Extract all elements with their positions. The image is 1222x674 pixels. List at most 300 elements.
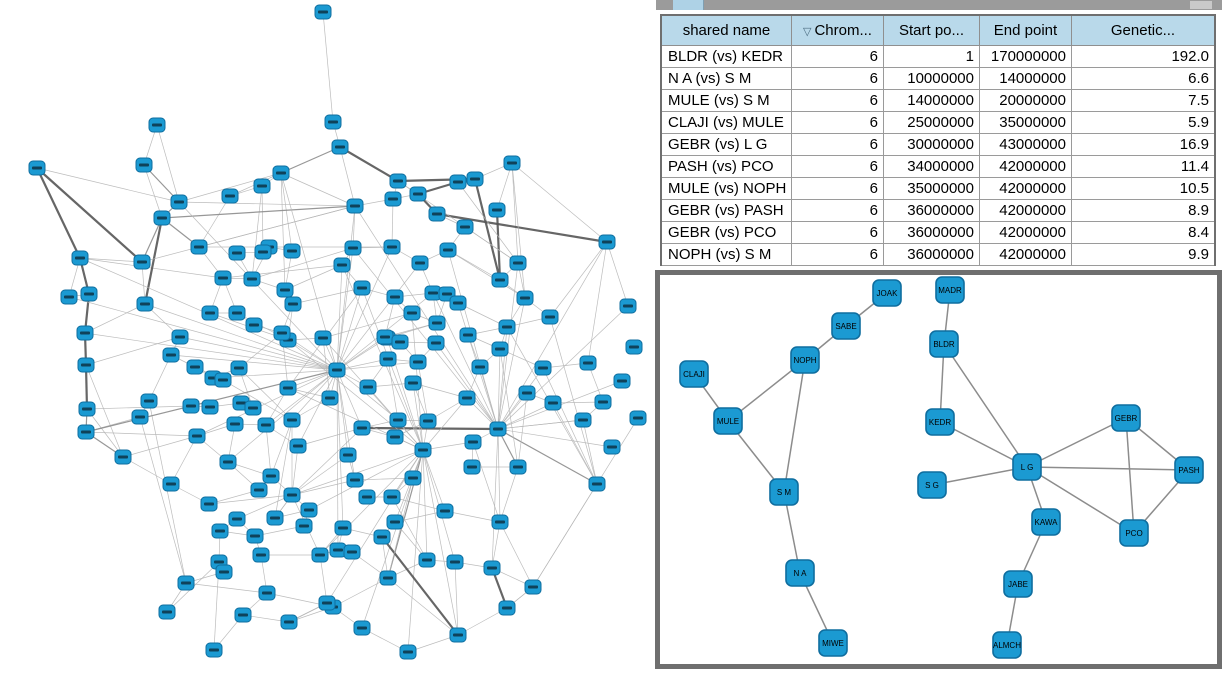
overview-network-node[interactable] — [281, 615, 297, 629]
table-cell-value[interactable]: 42000000 — [980, 222, 1072, 244]
overview-edge — [37, 168, 80, 258]
overview-network-node[interactable] — [465, 435, 481, 449]
table-cell-value[interactable]: 36000000 — [884, 244, 980, 266]
overview-network-node[interactable] — [347, 473, 363, 487]
overview-network-node[interactable] — [61, 290, 77, 304]
overview-network-node[interactable] — [332, 140, 348, 154]
node-label-glyph — [493, 428, 503, 431]
table-cell-value[interactable]: 6 — [792, 178, 884, 200]
overview-network-node[interactable] — [334, 258, 350, 272]
node-label-glyph — [335, 146, 345, 149]
node-label-glyph — [507, 162, 517, 165]
node-label-glyph — [432, 322, 442, 325]
overview-network-node[interactable] — [630, 411, 646, 425]
overview-network-node[interactable] — [201, 497, 217, 511]
overview-network-node[interactable] — [222, 189, 238, 203]
node-label-glyph — [234, 367, 244, 370]
overview-network-node[interactable] — [467, 172, 483, 186]
table-cell-value[interactable]: 42000000 — [980, 156, 1072, 178]
overview-edge — [418, 362, 428, 421]
overview-edge — [85, 304, 145, 333]
column-header-startpo[interactable] — [884, 16, 980, 46]
overview-network-node[interactable] — [345, 241, 361, 255]
overview-network-node[interactable] — [437, 504, 453, 518]
overview-network-node[interactable] — [535, 361, 551, 375]
overview-edge — [550, 242, 607, 317]
overview-network-node[interactable] — [78, 425, 94, 439]
node-label-glyph — [232, 312, 242, 315]
table-cell-value[interactable]: 11.4 — [1072, 156, 1214, 178]
overview-network-node[interactable] — [137, 297, 153, 311]
overview-network-node[interactable] — [267, 511, 283, 525]
node-label-glyph — [492, 209, 502, 212]
overview-network-node[interactable] — [499, 320, 515, 334]
table-cell-value[interactable]: 6 — [792, 68, 884, 90]
table-cell-value[interactable]: 6 — [792, 200, 884, 222]
overview-network-node[interactable] — [141, 394, 157, 408]
overview-network-node[interactable] — [359, 490, 375, 504]
overview-network-node[interactable] — [81, 287, 97, 301]
node-label-glyph — [387, 496, 397, 499]
overview-network-node[interactable] — [79, 402, 95, 416]
table-cell-value[interactable]: 25000000 — [884, 112, 980, 134]
table-cell-value[interactable]: 16.9 — [1072, 134, 1214, 156]
node-label-glyph — [440, 510, 450, 513]
detail-node-label: JOAK — [876, 289, 898, 298]
node-label-glyph — [453, 302, 463, 305]
overview-edge — [266, 425, 271, 476]
node-label-glyph — [468, 441, 478, 444]
overview-network-node[interactable] — [377, 330, 393, 344]
detail-network-node-sm[interactable] — [770, 479, 798, 505]
table-header-row — [662, 16, 1214, 46]
overview-edge — [423, 450, 445, 511]
node-label-glyph — [362, 496, 372, 499]
table-cell-value[interactable]: 7.5 — [1072, 90, 1214, 112]
node-label-glyph — [280, 289, 290, 292]
column-header-label: Start po... — [898, 22, 965, 39]
overview-edge — [388, 450, 423, 578]
overview-network-node[interactable] — [489, 203, 505, 217]
overview-network-node[interactable] — [428, 336, 444, 350]
overview-network-node[interactable] — [575, 413, 591, 427]
overview-network-node[interactable] — [472, 360, 488, 374]
node-label-glyph — [277, 332, 287, 335]
column-header-genetic[interactable] — [1072, 16, 1214, 46]
node-label-glyph — [502, 607, 512, 610]
overview-network-node[interactable] — [404, 306, 420, 320]
overview-network-node[interactable] — [254, 179, 270, 193]
table-cell-value[interactable]: 5.9 — [1072, 112, 1214, 134]
overview-network-node[interactable] — [354, 621, 370, 635]
overview-network-node[interactable] — [589, 477, 605, 491]
overview-network-node[interactable] — [360, 380, 376, 394]
overview-network-node[interactable] — [284, 413, 300, 427]
detail-network-node-lg[interactable] — [1013, 454, 1041, 480]
overview-network-node[interactable] — [354, 281, 370, 295]
detail-node-label: KAWA — [1034, 518, 1058, 527]
node-label-glyph — [247, 278, 257, 281]
node-label-glyph — [186, 405, 196, 408]
edge-attribute-table — [660, 14, 1216, 266]
toolbar-button-fragment[interactable] — [1190, 1, 1212, 9]
table-cell-shared-name[interactable]: GEBR (vs) PCO — [662, 222, 792, 244]
overview-network-node[interactable] — [542, 310, 558, 324]
overview-network-node[interactable] — [415, 443, 431, 457]
overview-network-node[interactable] — [325, 115, 341, 129]
node-label-glyph — [194, 246, 204, 249]
table-cell-shared-name[interactable]: NOPH (vs) S M — [662, 244, 792, 266]
table-panel-toolbar — [656, 0, 1222, 10]
detail-network-node-sabe[interactable] — [832, 313, 860, 339]
overview-network-node[interactable] — [390, 174, 406, 188]
node-label-glyph — [442, 293, 452, 296]
overview-network-node[interactable] — [499, 601, 515, 615]
node-label-glyph — [205, 312, 215, 315]
table-cell-shared-name[interactable]: N A (vs) S M — [662, 68, 792, 90]
overview-network-node[interactable] — [235, 608, 251, 622]
table-cell-shared-name[interactable]: MULE (vs) NOPH — [662, 178, 792, 200]
table-cell-value[interactable]: 6 — [792, 90, 884, 112]
overview-network-node[interactable] — [429, 316, 445, 330]
column-header-chrom[interactable] — [792, 16, 884, 46]
table-cell-shared-name[interactable]: MULE (vs) S M — [662, 90, 792, 112]
overview-network-node[interactable] — [510, 460, 526, 474]
node-label-glyph — [408, 477, 418, 480]
overview-network-node[interactable] — [410, 187, 426, 201]
overview-network-node[interactable] — [215, 271, 231, 285]
overview-network-node[interactable] — [229, 512, 245, 526]
node-label-glyph — [204, 503, 214, 506]
overview-network-node[interactable] — [492, 515, 508, 529]
overview-network-node[interactable] — [134, 255, 150, 269]
detail-network-node-claji[interactable] — [680, 361, 708, 387]
overview-network-node[interactable] — [312, 548, 328, 562]
overview-network-node[interactable] — [387, 290, 403, 304]
overview-network-node[interactable] — [347, 199, 363, 213]
table-cell-value[interactable]: 1 — [884, 46, 980, 68]
detail-network-node-joak[interactable] — [873, 280, 901, 306]
node-label-glyph — [470, 178, 480, 181]
node-label-glyph — [623, 305, 633, 308]
overview-network-node[interactable] — [191, 240, 207, 254]
detail-network-node-pash[interactable] — [1175, 457, 1203, 483]
table-cell-value[interactable]: 8.9 — [1072, 200, 1214, 222]
overview-network-node[interactable] — [626, 340, 642, 354]
table-cell-value[interactable]: 6.6 — [1072, 68, 1214, 90]
overview-edge — [37, 168, 179, 202]
overview-network-node[interactable] — [392, 335, 408, 349]
table-cell-value[interactable]: 170000000 — [980, 46, 1072, 68]
table-cell-shared-name[interactable]: CLAJI (vs) MULE — [662, 112, 792, 134]
overview-network-node[interactable] — [216, 565, 232, 579]
overview-network-node[interactable] — [490, 422, 506, 436]
overview-network-node[interactable] — [202, 400, 218, 414]
overview-network-node[interactable] — [29, 161, 45, 175]
overview-network-node[interactable] — [296, 519, 312, 533]
overview-network-node[interactable] — [255, 245, 271, 259]
overview-network-node[interactable] — [212, 524, 228, 538]
node-label-glyph — [190, 366, 200, 369]
detail-node-label: GEBR — [1114, 414, 1138, 423]
node-label-glyph — [432, 213, 442, 216]
overview-network-node[interactable] — [178, 576, 194, 590]
node-label-glyph — [443, 249, 453, 252]
node-label-glyph — [347, 551, 357, 554]
overview-network-node[interactable] — [614, 374, 630, 388]
overview-network-node[interactable] — [390, 413, 406, 427]
table-cell-value[interactable]: 8.4 — [1072, 222, 1214, 244]
table-cell-value[interactable]: 35000000 — [884, 178, 980, 200]
overview-network-node[interactable] — [78, 358, 94, 372]
overview-network-node[interactable] — [450, 296, 466, 310]
overview-network-node[interactable] — [459, 391, 475, 405]
overview-network-node[interactable] — [517, 291, 533, 305]
overview-network-node[interactable] — [149, 118, 165, 132]
overview-network-node[interactable] — [492, 342, 508, 356]
node-label-glyph — [513, 262, 523, 265]
table-cell-value[interactable]: 43000000 — [980, 134, 1072, 156]
table-cell-value[interactable]: 42000000 — [980, 200, 1072, 222]
detail-network-node-na[interactable] — [786, 560, 814, 586]
node-label-glyph — [287, 250, 297, 253]
overview-network-node[interactable] — [136, 158, 152, 172]
detail-network-canvas[interactable] — [655, 270, 1222, 669]
detail-network-node-jabe[interactable] — [1004, 571, 1032, 597]
overview-network-node[interactable] — [410, 355, 426, 369]
overview-network-node[interactable] — [172, 330, 188, 344]
overview-network-node[interactable] — [189, 429, 205, 443]
table-cell-shared-name[interactable]: GEBR (vs) PASH — [662, 200, 792, 222]
overview-network-node[interactable] — [319, 596, 335, 610]
overview-network-node[interactable] — [315, 331, 331, 345]
overview-network-node[interactable] — [263, 469, 279, 483]
table-cell-value[interactable]: 42000000 — [980, 178, 1072, 200]
overview-network-node[interactable] — [580, 356, 596, 370]
overview-network-node[interactable] — [440, 243, 456, 257]
overview-network-node[interactable] — [229, 306, 245, 320]
overview-network-node[interactable] — [510, 256, 526, 270]
overview-edge — [223, 265, 342, 278]
table-cell-value[interactable]: 6 — [792, 134, 884, 156]
overview-network-node[interactable] — [273, 166, 289, 180]
overview-network-node[interactable] — [163, 348, 179, 362]
overview-network-node[interactable] — [384, 490, 400, 504]
overview-network-node[interactable] — [400, 645, 416, 659]
overview-network-node[interactable] — [519, 386, 535, 400]
table-cell-shared-name[interactable]: BLDR (vs) KEDR — [662, 46, 792, 68]
overview-network-node[interactable] — [387, 515, 403, 529]
overview-network-node[interactable] — [315, 5, 331, 19]
node-label-glyph — [157, 217, 167, 220]
node-label-glyph — [225, 195, 235, 198]
overview-network-node[interactable] — [183, 399, 199, 413]
overview-network-node[interactable] — [419, 553, 435, 567]
table-cell-value[interactable]: 6 — [792, 244, 884, 266]
detail-network-node-madr[interactable] — [936, 277, 964, 303]
overview-network-node[interactable] — [525, 580, 541, 594]
overview-edge — [281, 147, 340, 173]
table-cell-value[interactable]: 6 — [792, 156, 884, 178]
overview-network-node[interactable] — [187, 360, 203, 374]
table-cell-value[interactable]: 10.5 — [1072, 178, 1214, 200]
table-cell-value[interactable]: 10000000 — [884, 68, 980, 90]
column-header-label: End point — [993, 22, 1058, 39]
table-cell-value[interactable]: 36000000 — [884, 200, 980, 222]
node-label-glyph — [393, 180, 403, 183]
detail-network-panel — [655, 270, 1222, 669]
node-label-glyph — [218, 277, 228, 280]
overview-network-node[interactable] — [450, 175, 466, 189]
overview-network-node[interactable] — [301, 503, 317, 517]
detail-network-node-noph[interactable] — [791, 347, 819, 373]
table-cell-value[interactable]: 35000000 — [980, 112, 1072, 134]
detail-network-node-bldr[interactable] — [930, 331, 958, 357]
overview-network-node[interactable] — [385, 192, 401, 206]
overview-network-node[interactable] — [277, 283, 293, 297]
overview-network-node[interactable] — [247, 529, 263, 543]
overview-network-node[interactable] — [285, 297, 301, 311]
overview-network-node[interactable] — [344, 545, 360, 559]
table-cell-shared-name[interactable]: GEBR (vs) L G — [662, 134, 792, 156]
node-label-glyph — [513, 466, 523, 469]
overview-network-node[interactable] — [202, 306, 218, 320]
node-label-glyph — [383, 577, 393, 580]
detail-node-label: PASH — [1178, 466, 1200, 475]
overview-network-node[interactable] — [251, 483, 267, 497]
overview-network-node[interactable] — [420, 414, 436, 428]
overview-network-node[interactable] — [154, 211, 170, 225]
table-cell-value[interactable]: 20000000 — [980, 90, 1072, 112]
overview-network-node[interactable] — [484, 561, 500, 575]
overview-network-node[interactable] — [504, 156, 520, 170]
column-header-sharedname[interactable] — [662, 16, 792, 46]
detail-network-node-gebr[interactable] — [1112, 405, 1140, 431]
overview-network-node[interactable] — [335, 521, 351, 535]
overview-network-node[interactable] — [450, 628, 466, 642]
overview-network-node[interactable] — [460, 328, 476, 342]
detail-network-node-kawa[interactable] — [1032, 509, 1060, 535]
overview-network-node[interactable] — [259, 586, 275, 600]
detail-network-node-mule[interactable] — [714, 408, 742, 434]
overview-network-node[interactable] — [229, 246, 245, 260]
detail-network-node-kedr[interactable] — [926, 409, 954, 435]
table-cell-value[interactable]: 6 — [792, 46, 884, 68]
overview-network-node[interactable] — [447, 555, 463, 569]
node-label-glyph — [318, 337, 328, 340]
overview-network-node[interactable] — [163, 477, 179, 491]
overview-network-node[interactable] — [132, 410, 148, 424]
overview-network-node[interactable] — [246, 318, 262, 332]
detail-network-node-sg[interactable] — [918, 472, 946, 498]
overview-network-node[interactable] — [405, 376, 421, 390]
node-label-glyph — [390, 436, 400, 439]
overview-network-node[interactable] — [545, 396, 561, 410]
table-cell-value[interactable]: 30000000 — [884, 134, 980, 156]
overview-network-node[interactable] — [274, 326, 290, 340]
node-label-glyph — [166, 483, 176, 486]
overview-network-node[interactable] — [620, 299, 636, 313]
overview-network-node[interactable] — [159, 605, 175, 619]
node-label-glyph — [192, 435, 202, 438]
table-cell-shared-name[interactable]: PASH (vs) PCO — [662, 156, 792, 178]
overview-network-node[interactable] — [380, 571, 396, 585]
table-tab-fragment[interactable] — [673, 0, 704, 10]
overview-network-node[interactable] — [77, 326, 93, 340]
overview-network-node[interactable] — [290, 439, 306, 453]
overview-network-node[interactable] — [171, 195, 187, 209]
overview-network-node[interactable] — [284, 488, 300, 502]
overview-network-node[interactable] — [280, 381, 296, 395]
overview-network-node[interactable] — [284, 244, 300, 258]
node-label-glyph — [322, 602, 332, 605]
node-label-glyph — [276, 172, 286, 175]
detail-node-label: S G — [925, 481, 939, 490]
node-label-glyph — [315, 554, 325, 557]
overview-network-node[interactable] — [72, 251, 88, 265]
overview-network-node[interactable] — [206, 643, 222, 657]
node-label-glyph — [423, 420, 433, 423]
overview-network-node[interactable] — [384, 240, 400, 254]
overview-network-node[interactable] — [115, 450, 131, 464]
overview-network-node[interactable] — [322, 391, 338, 405]
overview-network-node[interactable] — [387, 430, 403, 444]
overview-network-node[interactable] — [227, 417, 243, 431]
overview-network-node[interactable] — [405, 471, 421, 485]
overview-network-node[interactable] — [374, 530, 390, 544]
node-label-glyph — [383, 358, 393, 361]
table-cell-value[interactable]: 42000000 — [980, 244, 1072, 266]
node-label-glyph — [175, 336, 185, 339]
overview-network-node[interactable] — [599, 235, 615, 249]
node-label-glyph — [140, 303, 150, 306]
overview-network-node[interactable] — [354, 421, 370, 435]
table-cell-value[interactable]: 14000000 — [980, 68, 1072, 90]
overview-network-node[interactable] — [457, 220, 473, 234]
overview-network-node[interactable] — [258, 418, 274, 432]
overview-edge — [533, 484, 597, 587]
table-cell-value[interactable]: 14000000 — [884, 90, 980, 112]
column-header-endpoint[interactable] — [980, 16, 1072, 46]
table-cell-value[interactable]: 6 — [792, 222, 884, 244]
overview-network-node[interactable] — [215, 373, 231, 387]
overview-network-node[interactable] — [329, 363, 345, 377]
overview-network-node[interactable] — [380, 352, 396, 366]
overview-network-node[interactable] — [412, 256, 428, 270]
overview-network-node[interactable] — [429, 207, 445, 221]
overview-network-node[interactable] — [245, 401, 261, 415]
overview-network-node[interactable] — [340, 448, 356, 462]
table-cell-value[interactable]: 192.0 — [1072, 46, 1214, 68]
detail-network-node-almch[interactable] — [993, 632, 1021, 658]
node-label-glyph — [232, 252, 242, 255]
detail-network-node-miwe[interactable] — [819, 630, 847, 656]
table-cell-value[interactable]: 36000000 — [884, 222, 980, 244]
overview-network-node[interactable] — [464, 460, 480, 474]
overview-network-node[interactable] — [604, 440, 620, 454]
overview-network-node[interactable] — [244, 272, 260, 286]
overview-network-node[interactable] — [595, 395, 611, 409]
table-cell-value[interactable]: 34000000 — [884, 156, 980, 178]
overview-network-node[interactable] — [220, 455, 236, 469]
overview-network-node[interactable] — [231, 361, 247, 375]
overview-network-node[interactable] — [492, 273, 508, 287]
table-cell-value[interactable]: 6 — [792, 112, 884, 134]
overview-network-node[interactable] — [253, 548, 269, 562]
detail-network-node-pco[interactable] — [1120, 520, 1148, 546]
node-label-glyph — [413, 361, 423, 364]
table-cell-value[interactable]: 9.9 — [1072, 244, 1214, 266]
